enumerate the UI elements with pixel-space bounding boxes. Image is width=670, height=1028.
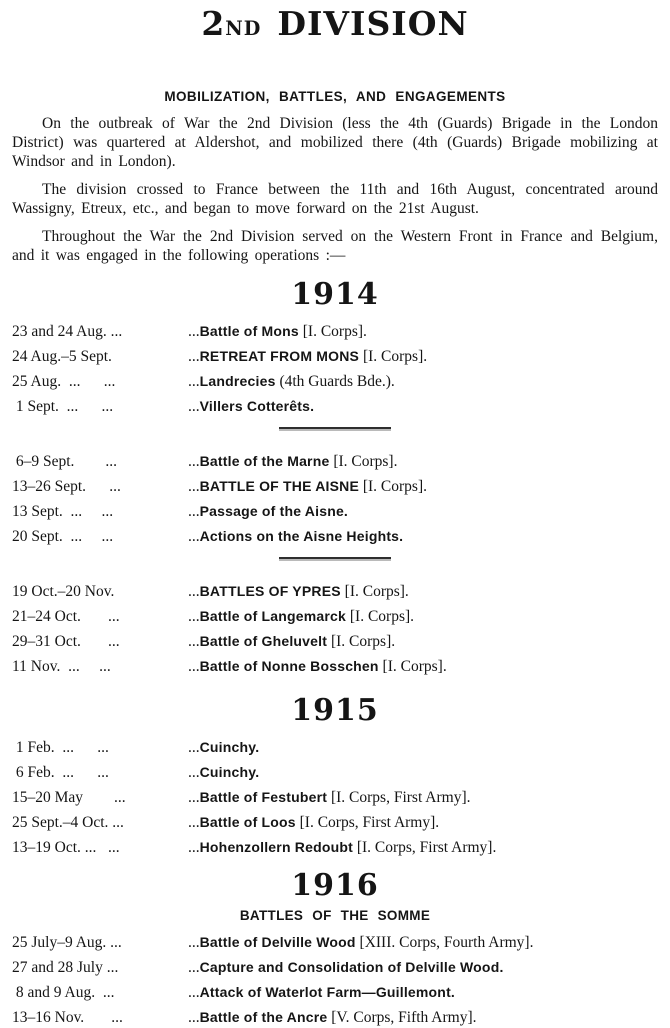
operation-name: Actions on the Aisne Heights.	[199, 528, 404, 544]
dot-leader: ...	[188, 453, 200, 470]
operation-text	[188, 604, 414, 629]
operation-name: RETREAT FROM MONS	[199, 348, 360, 364]
operation-name: Landrecies	[199, 373, 276, 389]
operation-text	[188, 474, 427, 499]
intro-paragraph-2: The division crossed to France between the 11th and 16th August, concentrated around Wassigny, Etreux, etc., and began to move forward on the 21st August.	[12, 181, 658, 217]
operation-detail: (4th Guards Bde.).	[275, 373, 395, 390]
section-divider	[279, 557, 391, 559]
operation-text	[188, 449, 397, 474]
operation-row	[12, 810, 658, 835]
operations-1916-group-1	[12, 930, 658, 1028]
operation-text	[188, 930, 533, 955]
operation-date: 13–26 Sept. ...	[12, 478, 121, 495]
intro-paragraph-3: Throughout the War the 2nd Division served on the Western Front in France and Belgium, and it was engaged in the following operations :—	[12, 228, 658, 264]
operation-text	[188, 524, 403, 549]
operation-date: 6 Feb. ... ...	[12, 764, 109, 781]
operation-name: Capture and Consolidation of Delville Wood.	[199, 959, 504, 975]
operation-detail: [I. Corps].	[358, 478, 428, 495]
operation-date: 25 Aug. ... ...	[12, 373, 116, 390]
operation-name: BATTLES OF YPRES	[199, 583, 341, 599]
section-divider	[279, 427, 391, 429]
operation-detail: [I. Corps].	[359, 348, 428, 365]
dot-leader: ...	[188, 814, 200, 831]
dot-leader: ...	[188, 839, 200, 856]
dot-leader: ...	[188, 984, 200, 1001]
operation-detail: [I. Corps].	[340, 583, 409, 600]
operation-row	[12, 579, 658, 604]
operation-date: 27 and 28 July ...	[12, 959, 119, 976]
operation-name: Cuinchy.	[199, 739, 260, 755]
operation-name: BATTLE OF THE AISNE	[199, 478, 359, 494]
operation-text	[188, 499, 348, 524]
title-ordinal: ND	[225, 17, 262, 40]
operation-row	[12, 955, 658, 980]
operation-name: Battle of Langemarck	[199, 608, 346, 624]
operation-text	[188, 629, 395, 654]
dot-leader: ...	[188, 348, 200, 365]
operation-name: Passage of the Aisne.	[199, 503, 349, 519]
operation-date: 6–9 Sept. ...	[12, 453, 118, 470]
dot-leader: ...	[188, 789, 200, 806]
dot-leader: ...	[188, 583, 200, 600]
operation-date: 1 Feb. ... ...	[12, 739, 109, 756]
year-1914-heading: 1914	[291, 277, 379, 312]
operation-row	[12, 604, 658, 629]
operation-row	[12, 1005, 658, 1028]
operation-date: 24 Aug.–5 Sept.	[12, 348, 112, 365]
operation-row	[12, 835, 658, 860]
dot-leader: ...	[188, 764, 200, 781]
operation-row	[12, 394, 658, 419]
section-subtitle-mobilization: MOBILIZATION, BATTLES, AND ENGAGEMENTS	[164, 89, 506, 104]
operation-text	[188, 579, 409, 604]
dot-leader: ...	[188, 658, 200, 675]
operation-text	[188, 955, 504, 980]
dot-leader: ...	[188, 398, 200, 415]
dot-leader: ...	[188, 528, 200, 545]
operation-text	[188, 344, 427, 369]
operation-row	[12, 654, 658, 679]
operation-date: 20 Sept. ... ...	[12, 528, 114, 545]
operation-detail: [I. Corps].	[346, 608, 415, 625]
operation-text	[188, 835, 496, 860]
dot-leader: ...	[188, 478, 200, 495]
operation-name: Battle of Loos	[199, 814, 296, 830]
title-number: 2	[201, 4, 226, 43]
operation-detail: [I. Corps, First Army].	[295, 814, 440, 831]
operation-date: 25 Sept.–4 Oct. ...	[12, 814, 124, 831]
operation-date: 11 Nov. ... ...	[12, 658, 111, 675]
operation-detail: [I. Corps].	[329, 453, 398, 470]
operation-name: Cuinchy.	[199, 764, 260, 780]
operation-text	[188, 394, 314, 419]
operation-row	[12, 344, 658, 369]
operation-detail: [I. Corps].	[327, 633, 396, 650]
operations-1914-group-3	[12, 579, 658, 679]
operation-detail: [I. Corps, First Army].	[352, 839, 497, 856]
operation-name: Villers Cotterêts.	[199, 398, 315, 414]
operation-row	[12, 785, 658, 810]
operation-row	[12, 369, 658, 394]
operation-detail: [XIII. Corps, Fourth Army].	[355, 934, 534, 951]
operation-row	[12, 980, 658, 1005]
operation-text	[188, 369, 395, 394]
dot-leader: ...	[188, 373, 200, 390]
operation-date: 1 Sept. ... ...	[12, 398, 114, 415]
dot-leader: ...	[188, 959, 200, 976]
operation-detail: [I. Corps].	[298, 323, 367, 340]
operation-date: 15–20 May ...	[12, 789, 126, 806]
dot-leader: ...	[188, 1009, 200, 1026]
dot-leader: ...	[188, 633, 200, 650]
operations-1915-group-1	[12, 735, 658, 860]
operation-name: Battle of Mons	[199, 323, 299, 339]
operation-text	[188, 810, 439, 835]
operation-text	[188, 1005, 477, 1028]
intro-paragraph-1: On the outbreak of War the 2nd Division (less the 4th (Guards) Brigade in the London District) was quartered at Aldershot, and mobilized there (4th (Guards) Brigade mobilizing at Windsor and in London).	[12, 115, 658, 170]
operation-date: 13–16 Nov. ...	[12, 1009, 123, 1026]
dot-leader: ...	[188, 503, 200, 520]
operation-text	[188, 760, 259, 785]
operation-name: Battle of the Ancre	[199, 1009, 328, 1025]
operation-date: 13 Sept. ... ...	[12, 503, 114, 520]
operation-date: 25 July–9 Aug. ...	[12, 934, 122, 951]
operation-name: Hohenzollern Redoubt	[199, 839, 353, 855]
operation-text	[188, 735, 259, 760]
operation-name: Battle of Festubert	[199, 789, 328, 805]
operation-date: 29–31 Oct. ...	[12, 633, 120, 650]
operation-detail: [I. Corps, First Army].	[327, 789, 471, 806]
operation-row	[12, 524, 658, 549]
operation-detail: [I. Corps].	[378, 658, 447, 675]
operation-name: Battle of Gheluvelt	[199, 633, 328, 649]
operation-row	[12, 760, 658, 785]
operation-text	[188, 319, 367, 344]
operation-name: Battle of Nonne Bosschen	[199, 658, 379, 674]
dot-leader: ...	[188, 934, 200, 951]
operation-detail: [V. Corps, Fifth Army].	[327, 1009, 477, 1026]
somme-subtitle: BATTLES OF THE SOMME	[239, 908, 431, 923]
operation-row	[12, 449, 658, 474]
operation-name: Attack of Waterlot Farm—Guillemont.	[199, 984, 456, 1000]
operation-text	[188, 654, 447, 679]
operation-row	[12, 499, 658, 524]
operation-row	[12, 735, 658, 760]
title-word: DIVISION	[277, 4, 469, 43]
operation-name: Battle of Delville Wood	[199, 934, 356, 950]
year-1916-heading: 1916	[291, 868, 379, 903]
operation-text	[188, 785, 470, 810]
dot-leader: ...	[188, 323, 200, 340]
operation-text	[188, 980, 455, 1005]
operation-date: 19 Oct.–20 Nov.	[12, 583, 115, 600]
operation-date: 21–24 Oct. ...	[12, 608, 120, 625]
operations-1914-group-1	[12, 319, 658, 419]
year-1915-heading: 1915	[291, 693, 379, 728]
operation-row	[12, 319, 658, 344]
dot-leader: ...	[188, 608, 200, 625]
operations-1914-group-2	[12, 449, 658, 549]
page-title	[12, 6, 658, 47]
dot-leader: ...	[188, 739, 200, 756]
operation-row	[12, 930, 658, 955]
operation-date: 23 and 24 Aug. ...	[12, 323, 123, 340]
operation-date: 13–19 Oct. ... ...	[12, 839, 120, 856]
operation-date: 8 and 9 Aug. ...	[12, 984, 115, 1001]
operation-name: Battle of the Marne	[199, 453, 330, 469]
operation-row	[12, 629, 658, 654]
operation-row	[12, 474, 658, 499]
